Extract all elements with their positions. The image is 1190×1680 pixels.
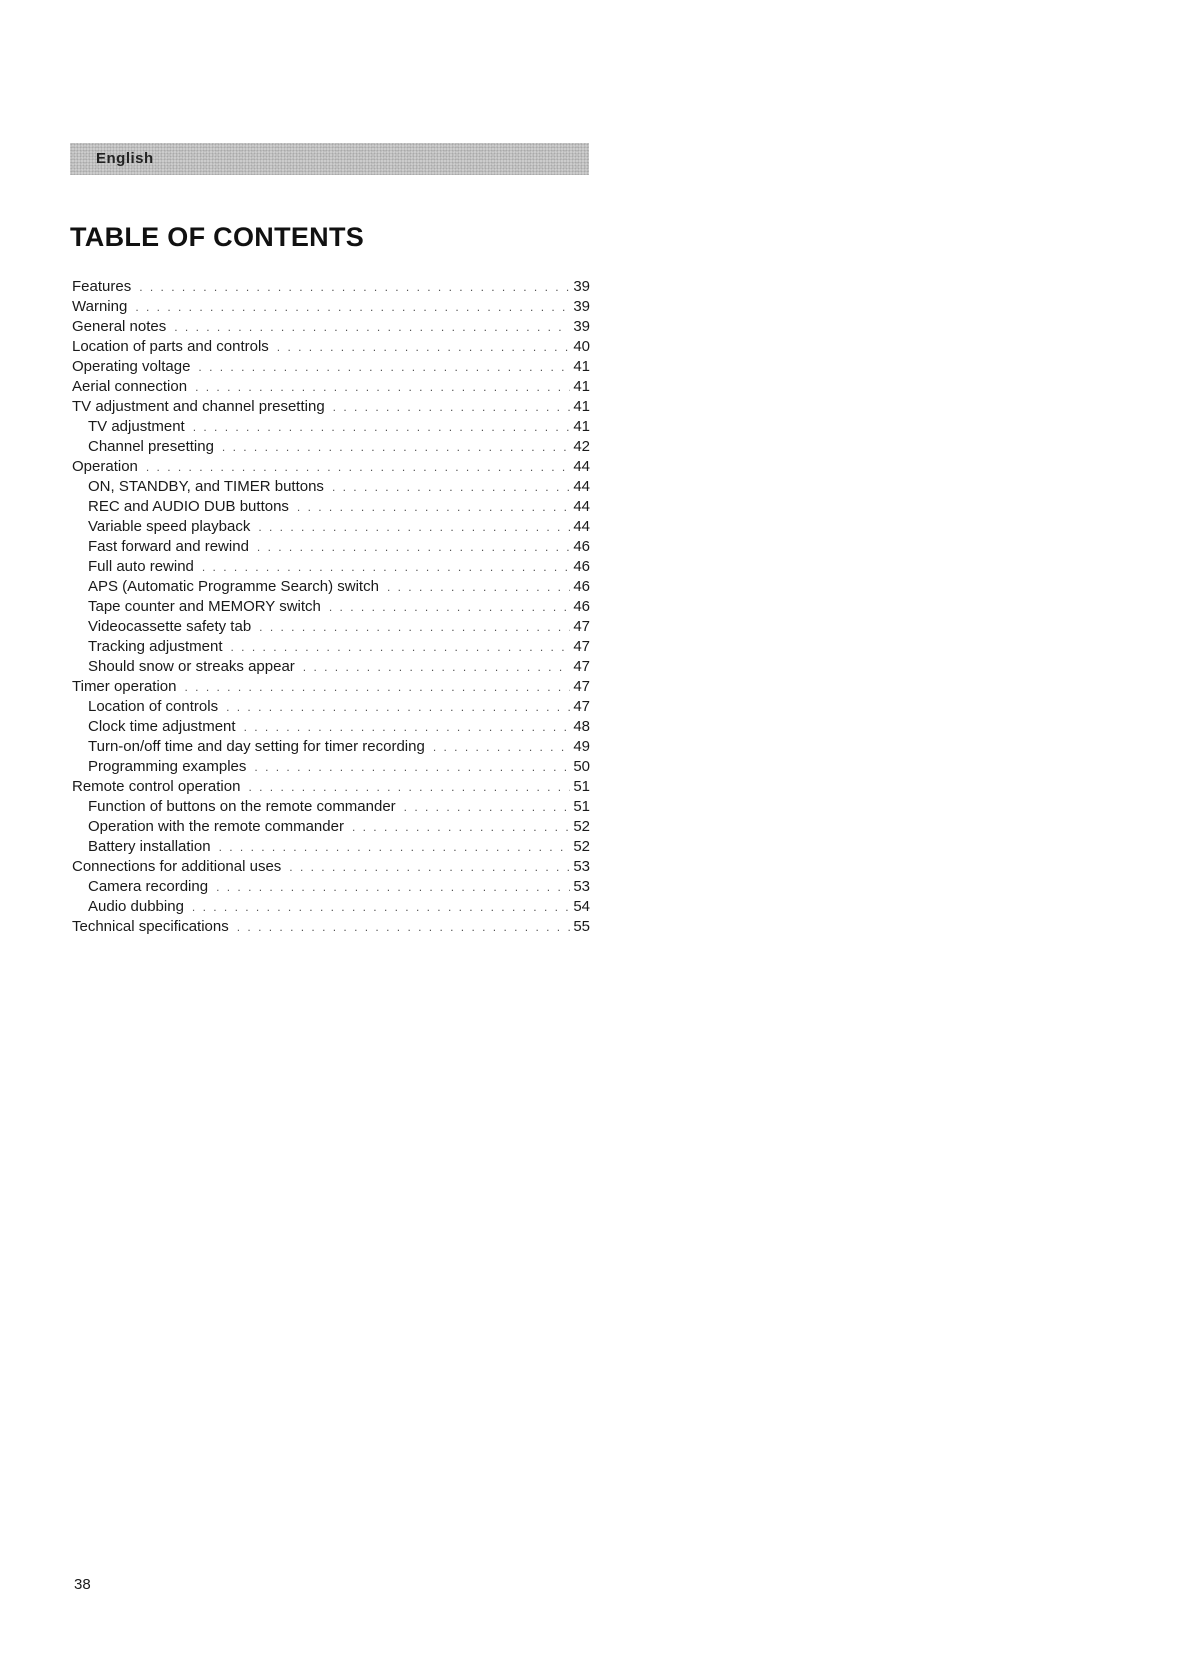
toc-entry [72, 657, 590, 677]
toc-entry-label: Technical specifications [72, 918, 229, 935]
dot-leader [219, 837, 570, 857]
toc-entry-label: Location of controls [88, 698, 219, 715]
dot-leader [259, 617, 570, 637]
toc-entry [72, 457, 590, 477]
dot-leader [193, 417, 570, 437]
toc-entry [72, 677, 590, 697]
toc-entry-page: 42 [573, 438, 590, 455]
toc-entry-page: 52 [573, 838, 590, 855]
toc-entry-page: 46 [573, 558, 590, 575]
toc-entry-label: Should snow or streaks appear [88, 658, 295, 675]
toc-entry-page: 39 [573, 318, 590, 335]
toc-entry-page: 41 [573, 398, 590, 415]
dot-leader [135, 297, 570, 317]
toc-entry-label: APS (Automatic Programme Search) switch [88, 578, 379, 595]
dot-leader [185, 677, 571, 697]
toc-entry-page: 52 [573, 818, 590, 835]
table-of-contents [72, 277, 590, 937]
dot-leader [146, 457, 570, 477]
toc-entry [72, 577, 590, 597]
toc-entry [72, 277, 590, 297]
toc-entry-label: Battery installation [88, 838, 211, 855]
toc-entry [72, 517, 590, 537]
toc-entry-label: Full auto rewind [88, 558, 194, 575]
dot-leader [231, 637, 570, 657]
toc-entry [72, 757, 590, 777]
toc-entry-label: Audio dubbing [88, 898, 184, 915]
dot-leader [303, 657, 570, 677]
dot-leader [244, 717, 570, 737]
toc-entry-page: 51 [573, 798, 590, 815]
toc-entry-page: 44 [573, 498, 590, 515]
toc-entry-page: 44 [573, 478, 590, 495]
dot-leader [404, 797, 570, 817]
dot-leader [192, 897, 570, 917]
toc-entry [72, 317, 590, 337]
dot-leader [248, 777, 570, 797]
toc-entry-label: Remote control operation [72, 778, 241, 795]
dot-leader [198, 357, 570, 377]
toc-entry [72, 417, 590, 437]
toc-entry-page: 47 [573, 678, 590, 695]
toc-entry-label: Programming examples [88, 758, 247, 775]
toc-entry [72, 737, 590, 757]
toc-entry [72, 717, 590, 737]
toc-entry-label: Camera recording [88, 878, 209, 895]
toc-entry-label: TV adjustment [88, 418, 185, 435]
toc-entry-label: Timer operation [72, 678, 177, 695]
dot-leader [202, 557, 570, 577]
toc-entry-label: Turn-on/off time and day setting for timer recording [88, 738, 425, 755]
toc-entry-label: Tape counter and MEMORY switch [88, 598, 321, 615]
toc-entry-label: Function of buttons on the remote commander [88, 798, 396, 815]
toc-entry-page: 44 [573, 518, 590, 535]
toc-entry-page: 46 [573, 578, 590, 595]
toc-entry [72, 877, 590, 897]
toc-entry-label: Variable speed playback [88, 518, 251, 535]
toc-entry-label: TV adjustment and channel presetting [72, 398, 325, 415]
toc-entry-page: 44 [573, 458, 590, 475]
toc-entry-label: REC and AUDIO DUB buttons [88, 498, 289, 515]
dot-leader [139, 277, 570, 297]
dot-leader [352, 817, 570, 837]
toc-entry [72, 377, 590, 397]
dot-leader [329, 597, 570, 617]
toc-entry-page: 40 [573, 338, 590, 355]
toc-entry-label: Location of parts and controls [72, 338, 269, 355]
toc-entry-page: 47 [573, 658, 590, 675]
toc-entry-label: Operation with the remote commander [88, 818, 344, 835]
dot-leader [387, 577, 570, 597]
toc-entry-page: 46 [573, 598, 590, 615]
toc-entry-label: Videocassette safety tab [88, 618, 252, 635]
toc-entry-page: 55 [573, 918, 590, 935]
toc-entry-label: Operating voltage [72, 358, 191, 375]
toc-entry-page: 47 [573, 638, 590, 655]
toc-entry [72, 637, 590, 657]
toc-entry [72, 337, 590, 357]
toc-entry-page: 47 [573, 618, 590, 635]
toc-entry [72, 497, 590, 517]
toc-entry [72, 697, 590, 717]
toc-entry [72, 537, 590, 557]
dot-leader [174, 317, 570, 337]
toc-entry-page: 39 [573, 298, 590, 315]
toc-entry-page: 39 [573, 278, 590, 295]
toc-entry [72, 837, 590, 857]
dot-leader [222, 437, 570, 457]
language-label: English [96, 150, 154, 167]
toc-entry [72, 557, 590, 577]
toc-entry-label: Connections for additional uses [72, 858, 282, 875]
toc-entry [72, 797, 590, 817]
page-title: TABLE OF CONTENTS [70, 222, 365, 252]
toc-entry-label: Clock time adjustment [88, 718, 236, 735]
toc-entry-label: Aerial connection [72, 378, 188, 395]
toc-entry [72, 297, 590, 317]
toc-entry-label: Fast forward and rewind [88, 538, 249, 555]
dot-leader [258, 517, 570, 537]
dot-leader [332, 477, 570, 497]
toc-entry-page: 41 [573, 378, 590, 395]
toc-entry-label: ON, STANDBY, and TIMER buttons [88, 478, 324, 495]
toc-entry [72, 477, 590, 497]
language-banner [70, 143, 589, 175]
toc-entry-page: 41 [573, 358, 590, 375]
toc-entry-page: 46 [573, 538, 590, 555]
toc-entry [72, 777, 590, 797]
page-number: 38 [74, 1576, 91, 1593]
toc-entry-page: 48 [573, 718, 590, 735]
toc-entry-label: General notes [72, 318, 167, 335]
toc-entry-page: 54 [573, 898, 590, 915]
toc-entry [72, 597, 590, 617]
dot-leader [226, 697, 570, 717]
toc-entry-label: Tracking adjustment [88, 638, 223, 655]
toc-entry-page: 47 [573, 698, 590, 715]
toc-entry-page: 49 [573, 738, 590, 755]
dot-leader [277, 337, 570, 357]
toc-entry-page: 41 [573, 418, 590, 435]
toc-entry-page: 51 [573, 778, 590, 795]
toc-entry [72, 437, 590, 457]
dot-leader [195, 377, 570, 397]
toc-entry [72, 897, 590, 917]
toc-entry [72, 617, 590, 637]
toc-entry-label: Operation [72, 458, 138, 475]
toc-entry-page: 53 [573, 858, 590, 875]
toc-entry [72, 397, 590, 417]
toc-entry-page: 53 [573, 878, 590, 895]
toc-entry [72, 357, 590, 377]
toc-entry-label: Channel presetting [88, 438, 214, 455]
toc-entry [72, 857, 590, 877]
dot-leader [254, 757, 570, 777]
toc-entry [72, 917, 590, 937]
dot-leader [433, 737, 570, 757]
toc-entry [72, 817, 590, 837]
toc-entry-label: Features [72, 278, 132, 295]
dot-leader [257, 537, 570, 557]
dot-leader [216, 877, 570, 897]
toc-entry-page: 50 [573, 758, 590, 775]
toc-entry-label: Warning [72, 298, 128, 315]
dot-leader [333, 397, 570, 417]
dot-leader [297, 497, 570, 517]
dot-leader [289, 857, 570, 877]
dot-leader [237, 917, 570, 937]
